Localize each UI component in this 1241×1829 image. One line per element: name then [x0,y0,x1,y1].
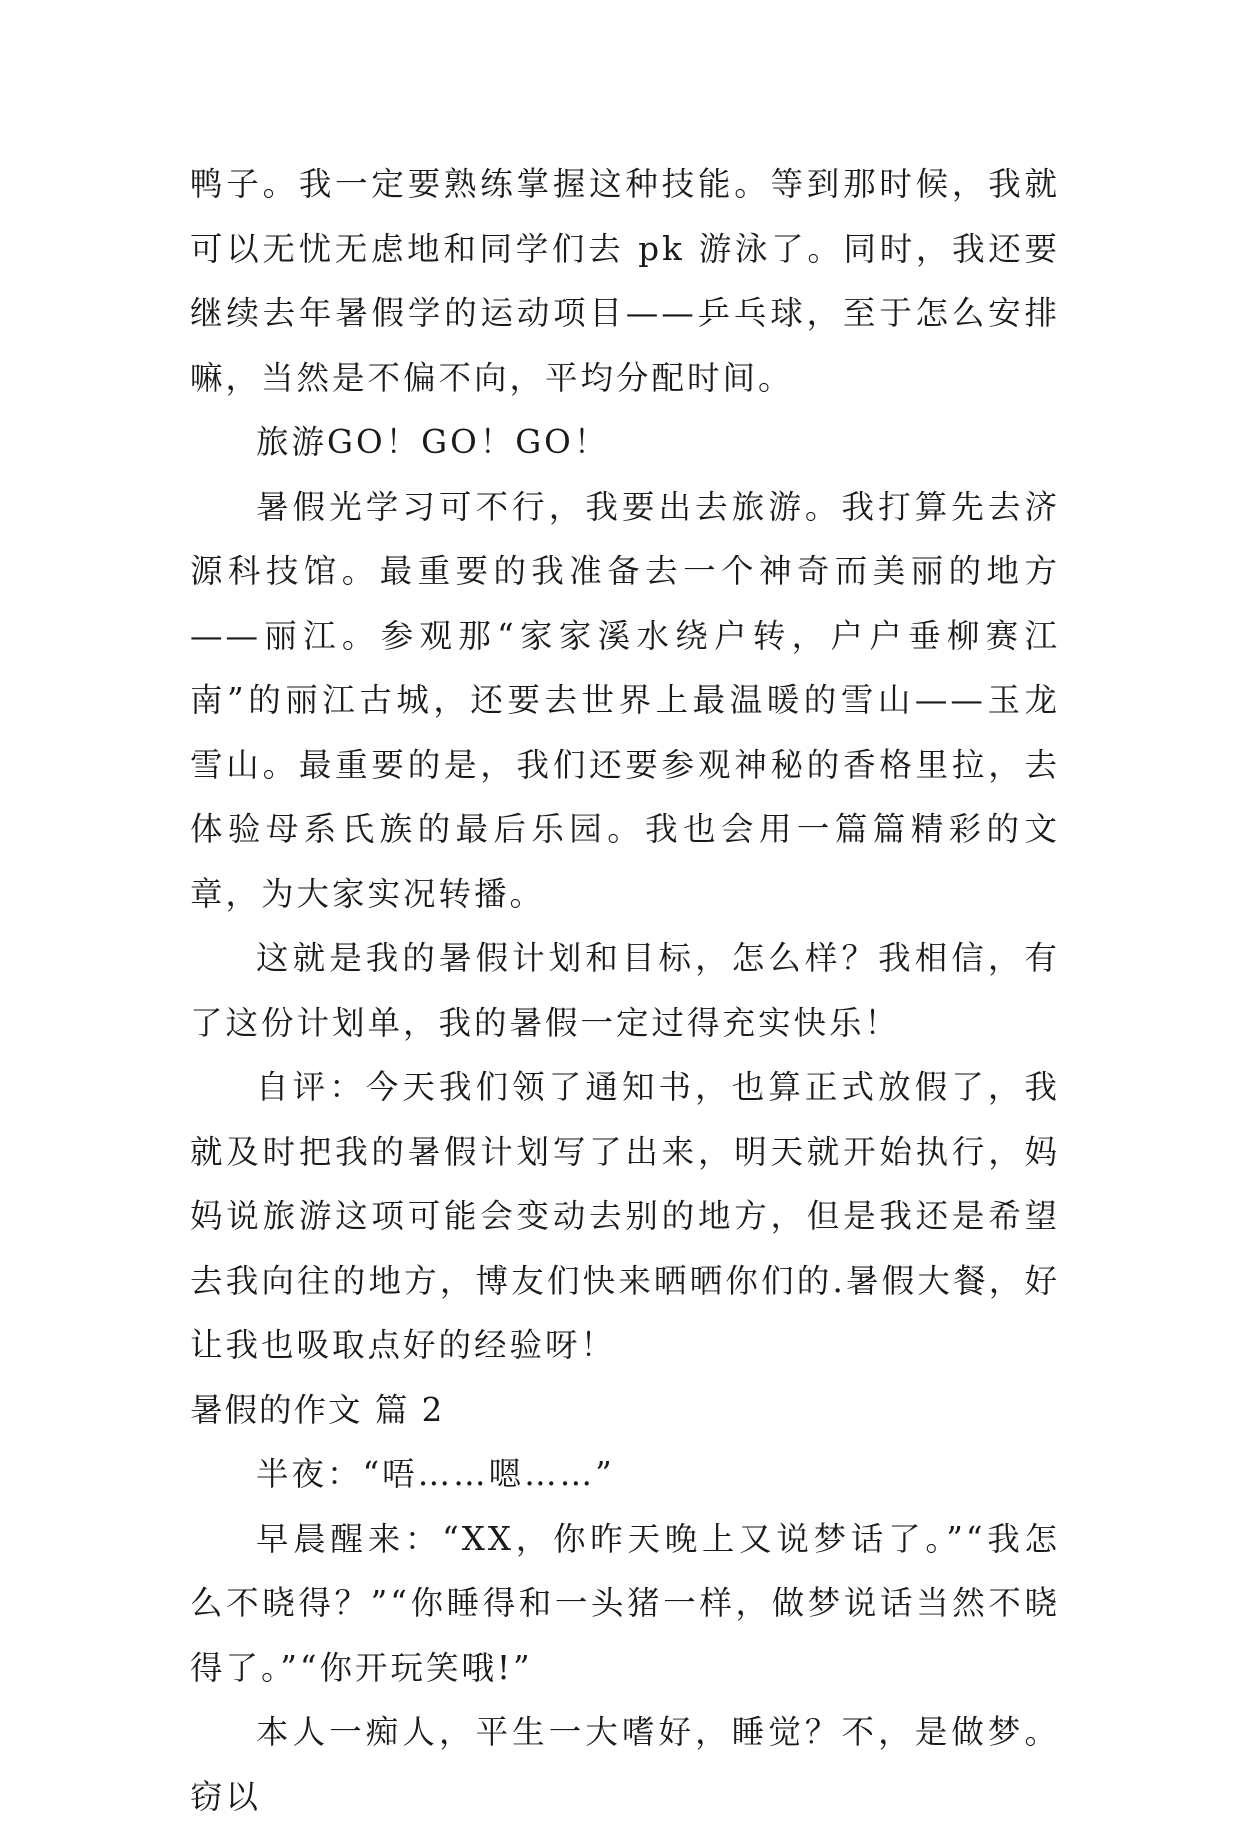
section-title: 暑假的作文 篇 2 [190,1390,445,1429]
subheading-paragraph: 旅游GO！GO！GO！ [256,423,610,461]
body-paragraph: 暑假光学习可不行，我要出去旅游。我打算先去济源科技馆。最重要的我准备去一个神奇而美丽的地方——丽江。参观那“家家溪水绕户转，户户垂柳赛江南”的丽江古城，还要去世界上最温暖的雪山——玉龙雪山。最重要的是，我们还要参观神秘的香格里拉，去体验母系氏族的最后乐园。我也会用一篇篇精彩的文章，为大家实况转播。 [190,487,1060,913]
body-paragraph: 早晨醒来：“XX，你昨天晚上又说梦话了。”“我怎么不晓得？”“你睡得和一头猪一样，做梦说话当然不晓得了。”“你开玩笑哦!” [190,1519,1060,1687]
body-paragraph: 自评：今天我们领了通知书，也算正式放假了，我就及时把我的暑假计划写了出来，明天就开始执行，妈妈说旅游这项可能会变动去别的地方，但是我还是希望去我向往的地方，博友们快来晒晒你们的.暑假大餐，好让我也吸取点好的经验呀！ [190,1068,1060,1364]
body-paragraph: 本人一痴人，平生一大嗜好，睡觉？不，是做梦。窃以 [190,1713,1060,1816]
document-page [190,152,1060,1829]
body-paragraph: 鸭子。我一定要熟练掌握这种技能。等到那时候，我就可以无忧无虑地和同学们去 pk 游泳了。同时，我还要继续去年暑假学的运动项目——乒乓球，至于怎么安排嘛，当然是不偏不向，平均分配时间。 [190,165,1060,397]
body-paragraph: 半夜：“唔……嗯……” [256,1455,615,1493]
body-paragraph: 这就是我的暑假计划和目标，怎么样？我相信，有了这份计划单，我的暑假一定过得充实快乐！ [190,939,1060,1042]
